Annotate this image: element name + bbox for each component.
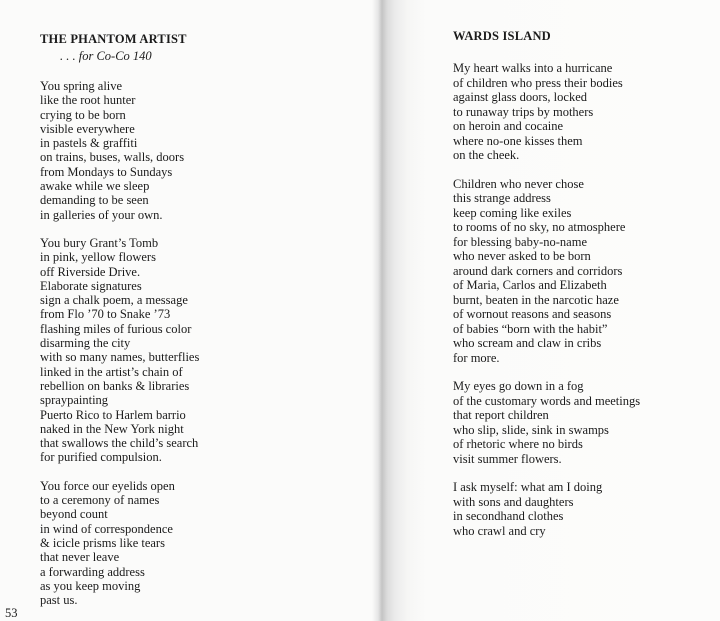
poem-line: that swallows the child’s search [40, 436, 199, 451]
poem-line: as you keep moving [40, 578, 141, 593]
poem-line: from Flo ’70 to Snake ’73 [40, 307, 171, 322]
poem-line: spraypainting [40, 393, 109, 408]
poem-line: flashing miles of furious color [40, 321, 192, 336]
poem-line: linked in the artist’s chain of [40, 364, 183, 379]
poem-line: of Maria, Carlos and Elizabeth [453, 278, 607, 292]
poem-line: past us. [40, 593, 78, 608]
poem-line: My eyes go down in a fog [453, 379, 584, 393]
poem-line: & icicle prisms like tears [40, 535, 165, 550]
poem-line: in secondhand clothes [453, 509, 564, 523]
book-gutter [372, 0, 386, 621]
poem-line: Puerto Rico to Harlem barrio [40, 407, 186, 422]
poem-line: awake while we sleep [40, 179, 150, 194]
poem-line: of the customary words and meetings [453, 393, 641, 408]
poem-line: to runaway trips by mothers [453, 104, 594, 119]
poem-line: sign a chalk poem, a message [40, 293, 188, 308]
poem-line: beyond count [40, 507, 108, 522]
poem-title: WARDS ISLAND [453, 29, 551, 43]
poem-line: for blessing baby-no-name [453, 234, 587, 249]
poem-line: Children who never chose [453, 176, 584, 191]
poem-line: on heroin and cocaine [453, 119, 564, 133]
poem-line: with sons and daughters [453, 494, 574, 509]
poem-line: with so many names, butterflies [40, 350, 200, 365]
poem-line: in wind of correspondence [40, 521, 173, 536]
stanza [453, 379, 713, 466]
poem-line: who scream and claw in cribs [453, 336, 602, 350]
poem-line: You spring alive [40, 79, 123, 93]
poem-line: that report children [453, 408, 549, 422]
poem-line: that never leave [40, 550, 120, 565]
poem-phantom-artist [40, 30, 370, 607]
poem-line: for more. [453, 350, 500, 365]
poem-wards-island [453, 27, 713, 538]
stanza [40, 236, 370, 465]
poem-line: from Mondays to Sundays [40, 164, 173, 179]
poem-line: of rhetoric where no birds [453, 437, 583, 451]
poem-line: a forwarding address [40, 564, 145, 579]
poem-line: disarming the city [40, 336, 131, 351]
page-number: 53 [5, 606, 18, 620]
poem-line: who never asked to be born [453, 249, 591, 263]
poem-line: to a ceremony of names [40, 493, 160, 508]
stanza [453, 61, 713, 163]
poem-line: burnt, beaten in the narcotic haze [453, 292, 619, 307]
stanza [40, 479, 370, 608]
poem-line: naked in the New York night [40, 421, 184, 436]
poem-line: like the root hunter [40, 93, 136, 108]
poem-line: on the cheek. [453, 148, 520, 162]
poem-line: around dark corners and corridors [453, 263, 623, 278]
poem-line: of babies “born with the habit” [453, 321, 608, 336]
poem-line: to rooms of no sky, no atmosphere [453, 220, 626, 234]
poem-line: this strange address [453, 191, 551, 205]
poem-line: rebellion on banks & libraries [40, 378, 190, 393]
stanza [40, 79, 370, 222]
poem-line: in pink, yellow flowers [40, 250, 156, 265]
poem-line: visit summer flowers. [453, 451, 562, 466]
poem-line: of children who press their bodies [453, 75, 623, 90]
poem-line: keep coming like exiles [453, 205, 572, 220]
poem-line: demanding to be seen [40, 193, 149, 208]
poem-line: off Riverside Drive. [40, 264, 141, 279]
poem-line: You bury Grant’s Tomb [40, 235, 159, 250]
poem-dedication: . . . for Co-Co 140 [60, 49, 152, 63]
poem-line: Elaborate signatures [40, 278, 142, 293]
poem-line: against glass doors, locked [453, 90, 588, 104]
stanza [453, 177, 713, 366]
poem-line: who crawl and cry [453, 523, 546, 538]
stanza [453, 480, 713, 538]
poem-line: crying to be born [40, 107, 126, 122]
poem-line: in pastels & graffiti [40, 136, 138, 151]
poem-line: visible everywhere [40, 121, 135, 136]
poem-line: of wornout reasons and seasons [453, 307, 612, 321]
poem-line: My heart walks into a hurricane [453, 61, 613, 75]
poem-line: on trains, buses, walls, doors [40, 150, 185, 165]
poem-line: for purified compulsion. [40, 450, 162, 465]
poem-line: who slip, slide, sink in swamps [453, 422, 609, 437]
poem-line: You force our eyelids open [40, 478, 175, 493]
poem-line: where no-one kisses them [453, 133, 583, 148]
poem-line: in galleries of your own. [40, 207, 163, 222]
poem-line: I ask myself: what am I doing [453, 480, 603, 494]
poem-title: THE PHANTOM ARTIST [40, 32, 187, 46]
